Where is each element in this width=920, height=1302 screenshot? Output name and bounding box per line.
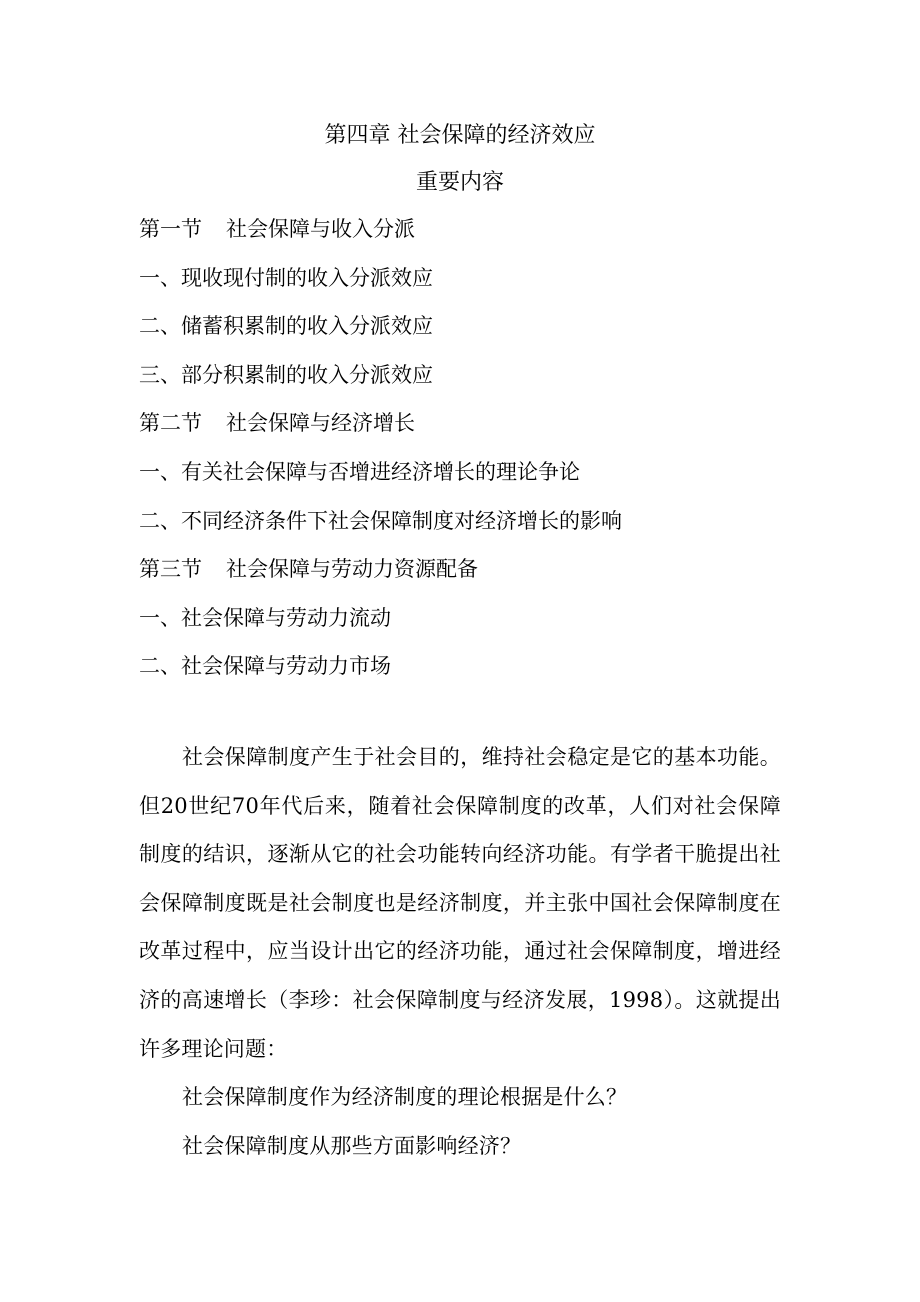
outline-item-text: 一、社会保障与劳动力流动 bbox=[139, 605, 391, 630]
outline-item-text: 三、部分积累制的收入分派效应 bbox=[139, 362, 433, 387]
chapter-title: 第四章 社会保障的经济效应 bbox=[324, 123, 596, 148]
outline-item bbox=[139, 457, 879, 506]
outline-item bbox=[139, 506, 879, 555]
outline-item-text: 一、现收现付制的收入分派效应 bbox=[139, 265, 433, 290]
outline-item bbox=[139, 651, 879, 700]
body-paragraph: 社会保障制度产生于社会目的，维持社会稳定是它的基本功能。但20世纪70年代后来，随着社会保障制度的改革，人们对社会保障制度的结识，逐渐从它的社会功能转向经济功能。有学者干脆提出社会保障制度既是社会制度也是经济制度，并主张中国社会保障制度在改革过程中，应当设计出它的经济功能，通过社会保障制度，增进经济的高速增长（李珍：社会保障制度与经济发展，1998）。这就提出许多理论问题： bbox=[139, 745, 781, 1061]
question-paragraph: 社会保障制度从那些方面影响经济？ bbox=[182, 1133, 522, 1158]
outline-item bbox=[139, 408, 879, 457]
outline-item-text: 社会保障与劳动力资源配备 bbox=[226, 557, 478, 582]
body-text bbox=[139, 733, 781, 1170]
section-subtitle: 重要内容 bbox=[415, 170, 504, 195]
outline-item-text: 社会保障与收入分派 bbox=[226, 217, 415, 241]
outline-item bbox=[139, 263, 879, 312]
outline-section-number: 第二节 bbox=[139, 411, 202, 436]
outline-item-text: 二、不同经济条件下社会保障制度对经济增长的影响 bbox=[139, 508, 622, 533]
outline-item-text: 社会保障与经济增长 bbox=[226, 411, 415, 436]
outline-item-text: 二、储蓄积累制的收入分派效应 bbox=[139, 314, 433, 339]
outline-item-text: 一、有关社会保障与否增进经济增长的理论争论 bbox=[139, 459, 580, 484]
outline-section-number: 第一节 bbox=[139, 217, 202, 241]
question-paragraph: 社会保障制度作为经济制度的理论根据是什么？ bbox=[182, 1085, 628, 1110]
outline-section-number: 第三节 bbox=[139, 557, 202, 582]
outline-item bbox=[139, 360, 879, 409]
content-outline bbox=[139, 214, 879, 700]
outline-item-text: 二、社会保障与劳动力市场 bbox=[139, 654, 391, 679]
outline-item bbox=[139, 311, 879, 360]
outline-item bbox=[139, 603, 879, 652]
outline-item bbox=[139, 214, 879, 263]
outline-item bbox=[139, 554, 879, 603]
